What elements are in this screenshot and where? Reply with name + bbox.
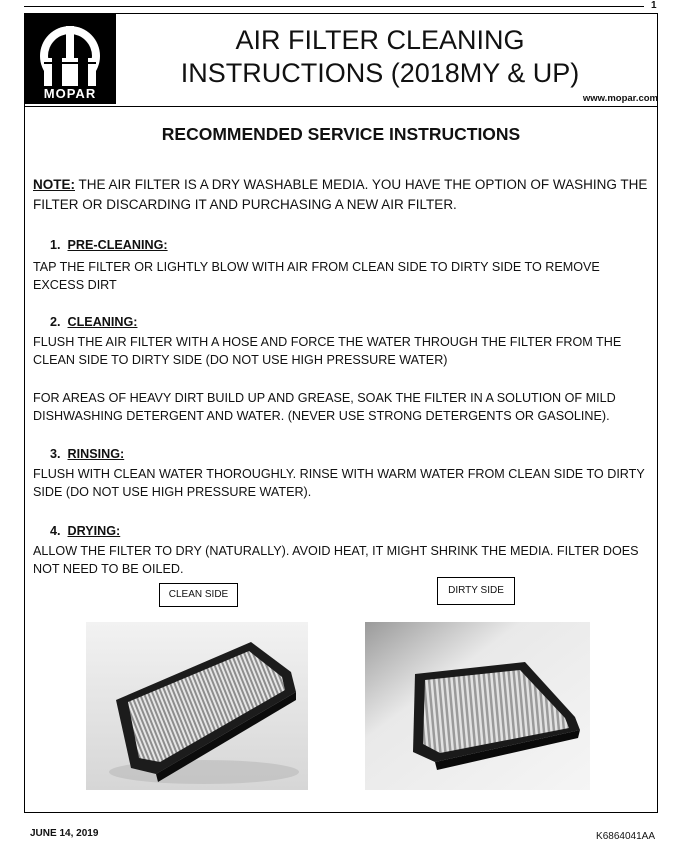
step-3-number: 3. bbox=[50, 447, 61, 461]
clean-side-photo bbox=[86, 622, 308, 790]
step-3-text: FLUSH WITH CLEAN WATER THOROUGHLY. RINSE WITH WARM WATER FROM CLEAN SIDE TO DIRTY SIDE (DO NOT USE HIGH PRESSURE WATER). bbox=[33, 467, 645, 499]
website-link[interactable]: www.mopar.com bbox=[582, 93, 658, 104]
section-heading: RECOMMENDED SERVICE INSTRUCTIONS bbox=[161, 124, 521, 144]
mopar-logo bbox=[24, 14, 116, 104]
note-paragraph bbox=[33, 175, 653, 215]
dirty-side-photo bbox=[365, 622, 590, 790]
top-rule bbox=[24, 6, 644, 7]
footer-part-code: K6864041AA bbox=[596, 831, 655, 842]
header-divider bbox=[24, 106, 658, 107]
step-2-text: FLUSH THE AIR FILTER WITH A HOSE AND FORCE THE WATER THROUGH THE FILTER FROM THE CLEAN SIDE TO DIRTY SIDE (DO NOT USE HIGH PRESSURE WATER) bbox=[33, 335, 622, 367]
clean-side-label: CLEAN SIDE bbox=[159, 583, 238, 607]
page-number: 1 bbox=[651, 0, 657, 11]
step-4-title: DRYING: bbox=[67, 524, 121, 538]
title-line-1: AIR FILTER CLEANING bbox=[235, 25, 525, 55]
step-4-text: ALLOW THE FILTER TO DRY (NATURALLY). AVOID HEAT, IT MIGHT SHRINK THE MEDIA. FILTER DOES NOT NEED TO BE OILED. bbox=[33, 544, 639, 576]
note-label: NOTE: bbox=[33, 177, 75, 192]
document-title bbox=[150, 24, 610, 90]
step-1-title: PRE-CLEANING: bbox=[67, 238, 168, 252]
footer-date: JUNE 14, 2019 bbox=[30, 828, 99, 839]
step-2-heading bbox=[50, 315, 137, 329]
step-4-number: 4. bbox=[50, 524, 61, 538]
note-text: THE AIR FILTER IS A DRY WASHABLE MEDIA. YOU HAVE THE OPTION OF WASHING THE FILTER OR DISCARDING IT AND PURCHASING A NEW AIR FILTER. bbox=[33, 177, 648, 212]
step-4-heading bbox=[50, 524, 120, 538]
step-3-heading bbox=[50, 447, 124, 461]
title-line-2: INSTRUCTIONS (2018MY & UP) bbox=[180, 58, 580, 88]
step-1-heading bbox=[50, 238, 168, 252]
step-2-title: CLEANING: bbox=[67, 315, 138, 329]
step-2-number: 2. bbox=[50, 315, 61, 329]
step-3-title: RINSING: bbox=[67, 447, 125, 461]
dirty-side-label: DIRTY SIDE bbox=[437, 577, 515, 605]
mopar-logo-text: MOPAR bbox=[43, 86, 97, 101]
step-2-text-2: FOR AREAS OF HEAVY DIRT BUILD UP AND GREASE, SOAK THE FILTER IN A SOLUTION OF MILD DISHWASHING DETERGENT AND WATER. (NEVER USE STRONG DETERGENTS OR GASOLINE). bbox=[33, 391, 616, 423]
step-1-text: TAP THE FILTER OR LIGHTLY BLOW WITH AIR FROM CLEAN SIDE TO DIRTY SIDE TO REMOVE EXCESS DIRT bbox=[33, 260, 600, 292]
step-1-number: 1. bbox=[50, 238, 61, 252]
